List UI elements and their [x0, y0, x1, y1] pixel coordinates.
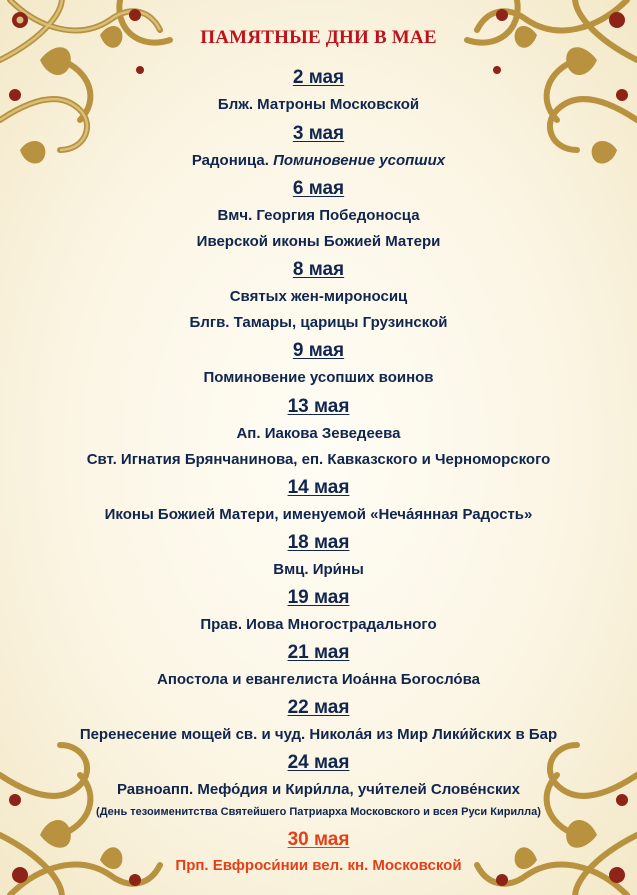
date-heading: 14 мая [287, 477, 350, 498]
date-heading: 2 мая [292, 67, 345, 88]
feast-line: Равноапп. Мефо́дия и Кири́лла, учи́телей Слове́нских [116, 781, 521, 798]
date-heading-highlight: 30 мая [287, 829, 350, 850]
feast-line-highlight: Прп. Евфроси́нии вел. кн. Московской [175, 857, 462, 874]
date-heading: 6 мая [292, 178, 345, 199]
date-heading: 19 мая [287, 587, 350, 608]
feast-line: Блж. Матроны Московской [217, 96, 420, 113]
feast-line: Блгв. Тамары, царицы Грузинской [189, 314, 448, 331]
feast-note: (День тезоименитства Святейшего Патриарха Московского и всея Руси Кирилла) [96, 806, 541, 818]
date-heading: 21 мая [287, 642, 350, 663]
feast-line: Иверской иконы Божией Матери [196, 233, 441, 250]
date-heading: 8 мая [292, 259, 345, 280]
feast-line: Иконы Божией Матери, именуемой «Неча́янная Радость» [104, 506, 533, 523]
feast-line: Вмц. Ири́ны [273, 561, 364, 578]
feast-line: Свт. Игнатия Брянчанинова, еп. Кавказского и Черноморского [86, 451, 551, 468]
feast-line-italic: Поминовение усопших [273, 152, 446, 169]
date-heading: 24 мая [287, 752, 350, 773]
feast-line: Поминовение усопших воинов [203, 369, 434, 386]
feast-line: Прав. Иова Многострадального [200, 616, 437, 633]
date-heading: 13 мая [287, 396, 350, 417]
date-heading: 9 мая [292, 340, 345, 361]
feast-line: Вмч. Георгия Победоносца [217, 207, 420, 224]
date-heading: 3 мая [292, 123, 345, 144]
date-heading: 18 мая [287, 532, 350, 553]
feast-line: Радоница. Поминовение усопших [191, 152, 446, 169]
feast-line: Апостола и евангелиста Иоа́нна Богосло́ва [157, 671, 480, 688]
feast-line: Перенесение мощей св. и чуд. Никола́я из Мир Лики́йских в Бар [79, 726, 558, 743]
date-heading: 22 мая [287, 697, 350, 718]
feast-line: Святых жен-мироносиц [229, 288, 408, 305]
page-title: ПАМЯТНЫЕ ДНИ В МАЕ [200, 27, 437, 48]
feast-line: Ап. Иакова Зеведеева [236, 425, 401, 442]
